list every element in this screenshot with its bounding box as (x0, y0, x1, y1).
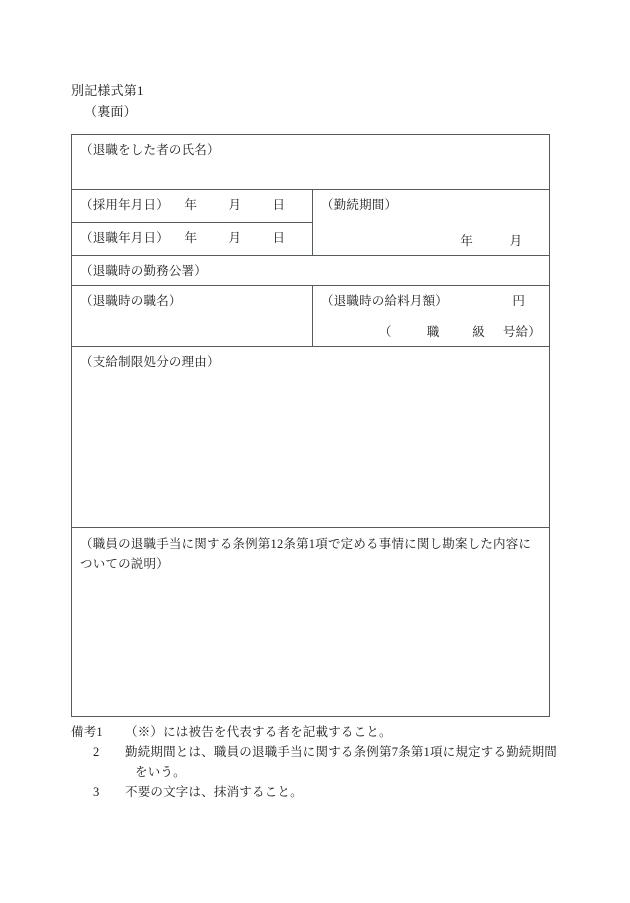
hire-date-cell[interactable] (72, 190, 313, 223)
table-row (72, 347, 550, 528)
service-period-label: （勤続期間） (321, 198, 398, 212)
salary-cell[interactable] (313, 286, 550, 347)
note-text: 不要の文字は、抹消すること。 (125, 785, 303, 799)
reason-cell[interactable] (72, 347, 550, 528)
retire-date-cell[interactable] (72, 223, 313, 256)
table-row (72, 286, 550, 347)
office-label: （退職時の勤務公署） (80, 264, 208, 278)
unit-month: 月 (228, 198, 242, 212)
form-notes (71, 722, 561, 802)
note-text: （※）には被告を代表する者を記載すること。 (125, 725, 392, 739)
unit-year: 年 (184, 231, 198, 245)
service-period-units (444, 232, 539, 251)
note-number: 3 (93, 785, 100, 799)
note-number: 1 (96, 725, 103, 739)
reason-label: （支給制限処分の理由） (80, 355, 220, 369)
note-item (71, 742, 561, 782)
hire-date-label: （採用年月日） (80, 198, 169, 212)
unit-month: 月 (509, 234, 523, 248)
explanation-cell[interactable] (72, 528, 550, 717)
hire-date-units (169, 196, 307, 215)
note-text: 勤続期間とは、職員の退職手当に関する条例第7条第1項に規定する勤続期間をいう。 (125, 745, 558, 779)
unit-kyu: 級 (472, 325, 485, 339)
office-cell[interactable] (72, 256, 550, 286)
salary-label: （退職時の給料月額） (321, 294, 449, 308)
unit-yen: 円 (512, 294, 526, 308)
table-row (72, 256, 550, 286)
document-heading: 別記様式第1 (71, 83, 144, 98)
unit-shoku: 職 (426, 325, 440, 339)
table-row (72, 135, 550, 190)
unit-gokyu: 号給） (502, 325, 542, 339)
unit-month: 月 (228, 231, 242, 245)
note-item (71, 722, 561, 742)
salary-grade-line (379, 323, 541, 342)
unit-day: 日 (272, 198, 286, 212)
position-label: （退職時の職名） (80, 294, 182, 308)
retiree-name-cell[interactable] (72, 135, 550, 190)
unit-day: 日 (272, 231, 286, 245)
position-cell[interactable] (72, 286, 313, 347)
retire-date-units (169, 229, 307, 248)
explanation-label: （職員の退職手当に関する条例第12条第1項で定める事情に関し勘案した内容についての説明） (80, 537, 532, 571)
table-row (72, 190, 550, 223)
retiree-name-label: （退職をした者の氏名） (80, 143, 220, 157)
document-subheading: （裏面） (84, 104, 137, 119)
note-number: 2 (93, 745, 100, 759)
retire-date-label: （退職年月日） (80, 231, 169, 245)
retirement-allowance-form-table (71, 134, 550, 717)
notes-heading: 備考 (71, 725, 97, 739)
unit-year: 年 (184, 198, 198, 212)
paren-open: （ (378, 325, 392, 339)
service-period-cell[interactable] (313, 190, 550, 256)
table-row (72, 528, 550, 717)
note-marker-1 (71, 722, 125, 742)
note-item (71, 782, 561, 802)
unit-year: 年 (460, 234, 474, 248)
